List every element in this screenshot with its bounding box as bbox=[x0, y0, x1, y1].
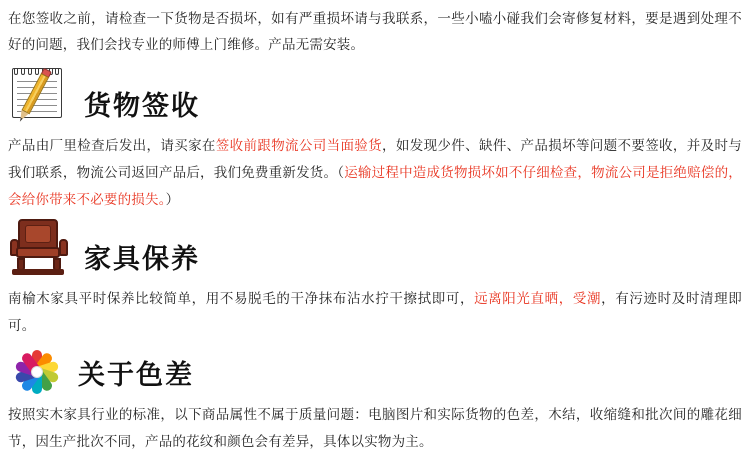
intro-paragraph: 在您签收之前，请检查一下货物是否损坏，如有严重损坏请与我联系，一些小嗑小碰我们会寄修复材料，要是遇到处理不好的问题，我们会找专业的师傅上门维修。产品无需安装。 bbox=[8, 11, 742, 52]
section-maintenance-text bbox=[8, 285, 742, 339]
armchair-icon bbox=[8, 219, 70, 279]
section-color-difference bbox=[8, 343, 742, 455]
section-receipt-header bbox=[8, 64, 742, 126]
color-wheel-shape bbox=[14, 349, 60, 395]
receipt-text-part3: ） bbox=[165, 192, 180, 207]
color-wheel-icon bbox=[8, 347, 64, 395]
section-receipt-text bbox=[8, 132, 742, 213]
section-color-difference-text: 按照实木家具行业的标准，以下商品属性不属于质量问题：电脑图片和实际货物的色差，木结，收缩缝和批次间的雕花细节，因生产批次不同，产品的花纹和颜色会有差异，具体以实物为主。 bbox=[8, 407, 742, 449]
receipt-text-highlight2: 运输过程中造成货物损坏如不仔细检查，物流公司是拒绝赔偿的，会给你带来不必要的损失。 bbox=[8, 165, 742, 207]
section-receipt-title: 货物签收 bbox=[84, 91, 200, 122]
armchair-shape bbox=[10, 219, 68, 277]
maintenance-text-part1: 南榆木家具平时保养比较简单，用不易脱毛的干净抹布沾水拧干擦拭即可， bbox=[8, 291, 475, 306]
section-maintenance-header bbox=[8, 217, 742, 279]
section-color-difference-header bbox=[8, 343, 742, 395]
section-maintenance-title: 家具保养 bbox=[84, 244, 200, 275]
maintenance-text-highlight1: 远离阳光直晒，受潮 bbox=[474, 291, 602, 306]
notepad-pencil-icon bbox=[8, 66, 70, 126]
section-receipt bbox=[8, 64, 742, 213]
section-color-difference-title: 关于色差 bbox=[78, 360, 194, 391]
receipt-text-highlight1: 签收前跟物流公司当面验货 bbox=[215, 138, 383, 153]
receipt-text-part2: ，如发现少件、缺件、产品损坏等问题不要签收，并及时与我们联系，物流公司返回产品后，我们免费重新发货。（ bbox=[8, 138, 743, 180]
section-maintenance bbox=[8, 217, 742, 339]
receipt-text-part1: 产品由厂里检查后发出，请买家在 bbox=[8, 138, 216, 153]
notepad-rings bbox=[13, 68, 61, 75]
maintenance-text-part2: ，有污迹时及时清理即可。 bbox=[8, 291, 742, 333]
